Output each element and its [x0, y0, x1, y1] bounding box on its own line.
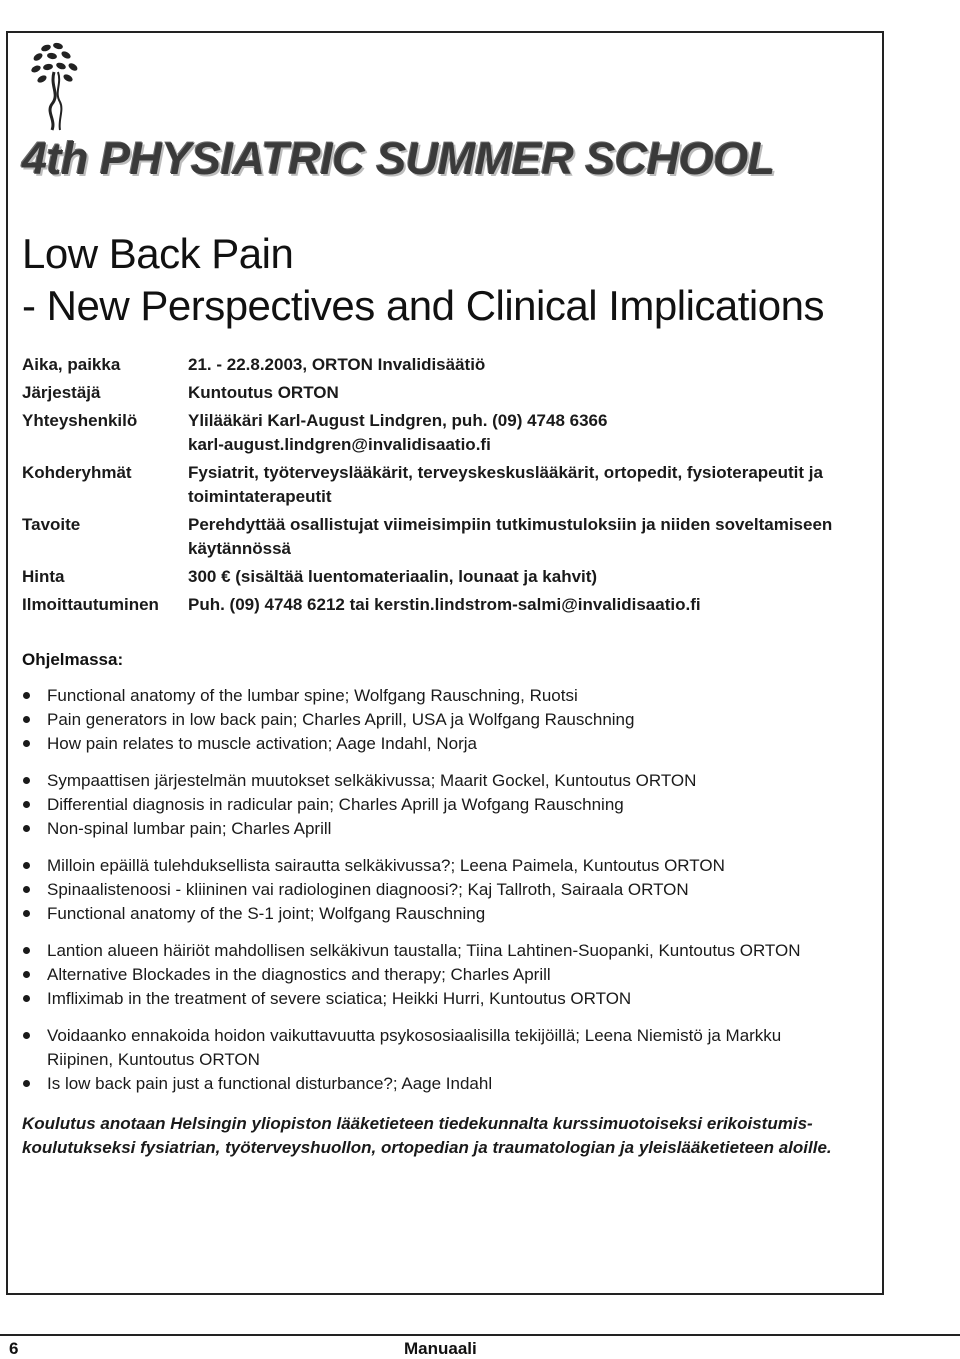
bullet-icon	[23, 910, 30, 917]
list-item-text: Milloin epäillä tulehduksellista sairautta selkäkivussa?; Leena Paimela, Kuntoutus ORTON	[47, 856, 725, 875]
list-item	[22, 817, 842, 841]
page-title	[22, 228, 872, 332]
info-value: Kuntoutus ORTON	[188, 383, 339, 402]
info-label: Aika, paikka	[22, 355, 121, 374]
footer-divider	[0, 1334, 960, 1336]
list-item-text: Differential diagnosis in radicular pain; Charles Aprill ja Wofgang Rauschning	[47, 795, 624, 814]
tree-logo-icon	[30, 42, 80, 132]
bullet-icon	[23, 716, 30, 723]
info-row-registration	[22, 593, 842, 617]
list-item	[22, 939, 842, 963]
program-heading: Ohjelmassa:	[22, 650, 124, 669]
list-item-text: Non-spinal lumbar pain; Charles Aprill	[47, 819, 332, 838]
info-label: Yhteyshenkilö	[22, 411, 138, 430]
list-item	[22, 732, 842, 756]
bullet-icon	[23, 825, 30, 832]
bullet-icon	[23, 995, 30, 1002]
list-item-text: How pain relates to muscle activation; Aage Indahl, Norja	[47, 734, 477, 753]
info-row-target-groups	[22, 461, 842, 509]
list-item	[22, 963, 842, 987]
info-value-continued: käytännössä	[188, 539, 291, 558]
info-value: 21. - 22.8.2003, ORTON Invalidisäätiö	[188, 355, 486, 374]
info-row-goal	[22, 513, 842, 561]
list-item-text: Alternative Blockades in the diagnostics and therapy; Charles Aprill	[47, 965, 551, 984]
list-item-text: Voidaanko ennakoida hoidon vaikuttavuutta psykososiaalisilla tekijöillä; Leena Niemistö ja Markku Riipinen, Kuntoutus ORTON	[47, 1026, 782, 1069]
info-label: Tavoite	[22, 515, 81, 534]
bullet-icon	[23, 862, 30, 869]
list-item	[22, 1024, 842, 1072]
bullet-icon	[23, 740, 30, 747]
info-row-price	[22, 565, 842, 589]
bullet-icon	[23, 777, 30, 784]
list-item	[22, 793, 842, 817]
program-group-5	[22, 1024, 842, 1096]
bullet-icon	[23, 801, 30, 808]
info-value: Ylilääkäri Karl-August Lindgren, puh. (09) 4748 6366	[188, 411, 608, 430]
bullet-icon	[23, 947, 30, 954]
bullet-icon	[23, 692, 30, 699]
accreditation-note: Koulutus anotaan Helsingin yliopiston lääketieteen tiedekunnalta kurssimuotoiseksi erikoistumis-koulutukseksi fysiatrian, työterveyshuollon, ortopedian ja traumatologian ja yleislääketieteen aloille.	[22, 1114, 832, 1157]
info-value-continued: toimintaterapeutit	[188, 487, 332, 506]
list-item-text: Functional anatomy of the S-1 joint; Wolfgang Rauschning	[47, 904, 486, 923]
bullet-icon	[23, 971, 30, 978]
bullet-icon	[23, 1032, 30, 1039]
list-item-text: Functional anatomy of the lumbar spine; Wolfgang Rauschning, Ruotsi	[47, 686, 578, 705]
list-item-text: Is low back pain just a functional disturbance?; Aage Indahl	[47, 1074, 493, 1093]
list-item	[22, 1072, 842, 1096]
info-label: Hinta	[22, 567, 65, 586]
list-item	[22, 987, 842, 1011]
summer-school-banner: 4th PHYSIATRIC SUMMER SCHOOL	[22, 133, 775, 184]
program-section	[22, 648, 842, 1109]
program-group-1	[22, 684, 842, 756]
info-row-organizer	[22, 381, 842, 405]
info-row-contact	[22, 409, 842, 457]
info-value: 300 € (sisältää luentomateriaalin, lounaat ja kahvit)	[188, 567, 598, 586]
info-label: Kohderyhmät	[22, 463, 132, 482]
list-item-text: Spinaalistenoosi - kliininen vai radiologinen diagnoosi?; Kaj Tallroth, Sairaala ORTON	[47, 880, 689, 899]
program-group-4	[22, 939, 842, 1011]
info-label: Ilmoittautuminen	[22, 595, 159, 614]
list-item-text: Lantion alueen häiriöt mahdollisen selkäkivun taustalla; Tiina Lahtinen-Suopanki, Kuntoutus ORTON	[47, 941, 801, 960]
info-value: Fysiatrit, työterveyslääkärit, terveyskeskuslääkärit, ortopedit, fysioterapeutit ja	[188, 463, 823, 482]
list-item	[22, 902, 842, 926]
list-item	[22, 708, 842, 732]
list-item-text: Pain generators in low back pain; Charles Aprill, USA ja Wolfgang Rauschning	[47, 710, 635, 729]
info-value: Puh. (09) 4748 6212 tai kerstin.lindstrom-salmi@invalidisaatio.fi	[188, 595, 701, 614]
program-group-3	[22, 854, 842, 926]
program-group-2	[22, 769, 842, 841]
info-row-time-place	[22, 353, 842, 377]
publication-name: Manuaali	[404, 1339, 477, 1358]
list-item	[22, 684, 842, 708]
bullet-icon	[23, 1080, 30, 1087]
info-label: Järjestäjä	[22, 383, 101, 402]
bullet-icon	[23, 886, 30, 893]
title-line-1: Low Back Pain	[22, 230, 294, 277]
page-number: 6	[9, 1339, 19, 1358]
list-item	[22, 854, 842, 878]
info-value: Perehdyttää osallistujat viimeisimpiin tutkimustuloksiin ja niiden soveltamiseen	[188, 515, 833, 534]
list-item-text: Imfliximab in the treatment of severe sciatica; Heikki Hurri, Kuntoutus ORTON	[47, 989, 632, 1008]
contact-email: karl-august.lindgren@invalidisaatio.fi	[188, 435, 491, 454]
title-line-2: - New Perspectives and Clinical Implications	[22, 282, 824, 329]
event-info	[22, 353, 842, 617]
list-item-text: Sympaattisen järjestelmän muutokset selkäkivussa; Maarit Gockel, Kuntoutus ORTON	[47, 771, 697, 790]
list-item	[22, 878, 842, 902]
list-item	[22, 769, 842, 793]
